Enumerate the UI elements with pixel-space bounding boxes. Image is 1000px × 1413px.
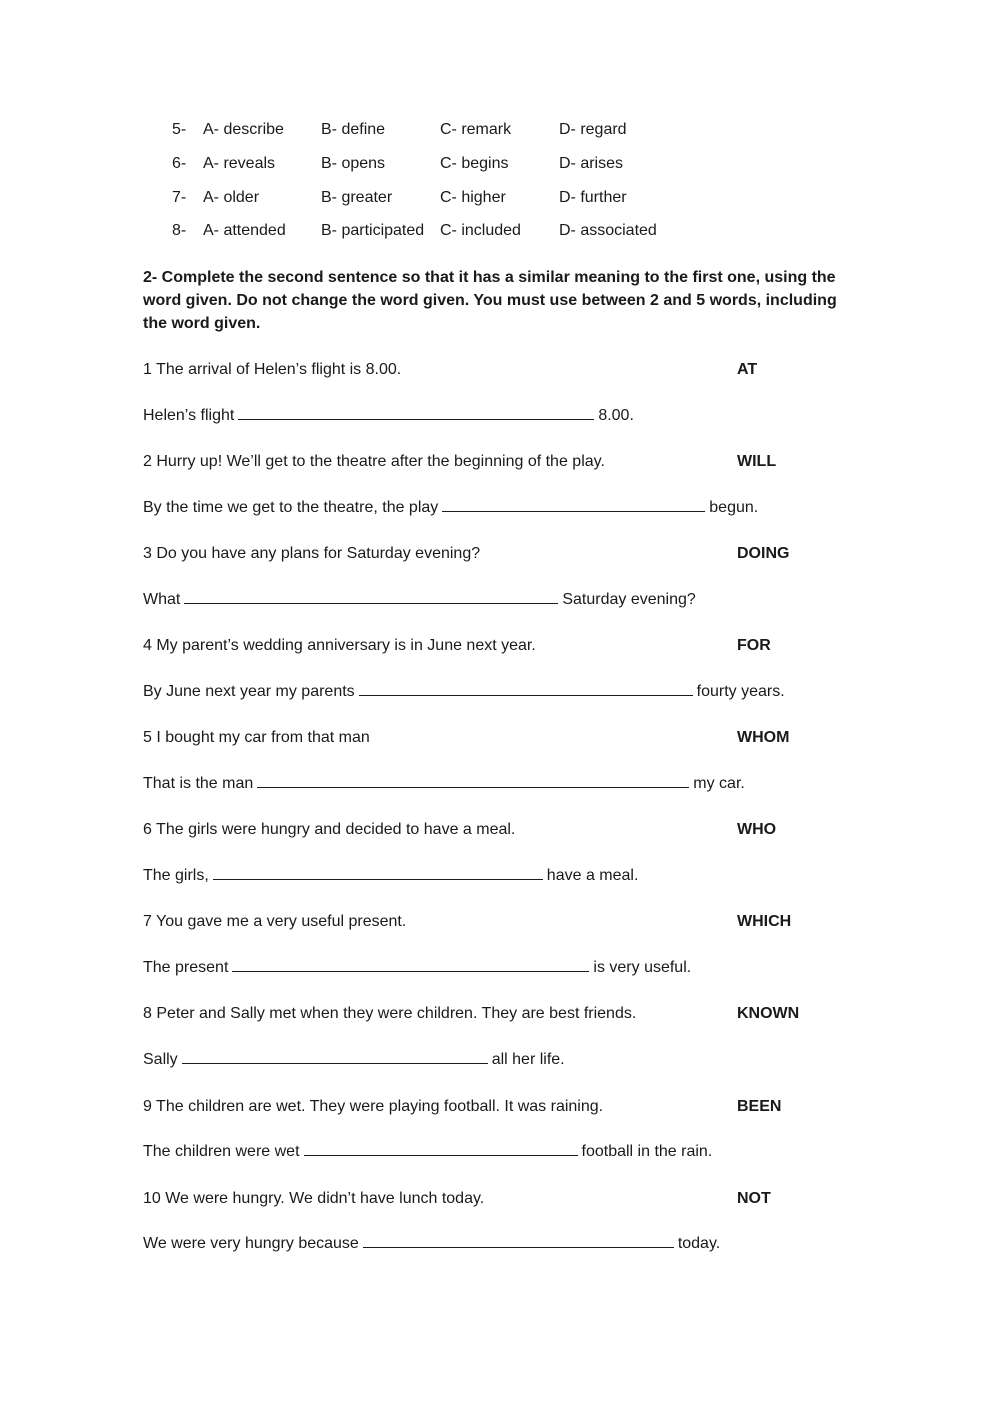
item-keyword: FOR [737, 637, 771, 654]
answer-suffix: all her life. [491, 1051, 565, 1068]
item-prompt: 10 We were hungry. We didn’t have lunch today. [143, 1190, 485, 1207]
option-c: C- remark [440, 121, 512, 138]
answer-prefix: By the time we get to the theatre, the play [143, 499, 439, 516]
answer-suffix: begun. [709, 499, 759, 516]
choice-number: 8- [172, 222, 187, 239]
answer-line [143, 1141, 712, 1163]
option-a: A- older [203, 189, 260, 206]
option-c: C- higher [440, 189, 506, 206]
option-b: B- opens [321, 155, 386, 172]
item-prompt: 2 Hurry up! We’ll get to the theatre after the beginning of the play. [143, 453, 605, 470]
item-prompt: 8 Peter and Sally met when they were children. They are best friends. [143, 1005, 637, 1022]
answer-suffix: today. [677, 1235, 721, 1252]
answer-line [143, 589, 696, 611]
choice-number: 6- [172, 155, 187, 172]
answer-prefix: We were very hungry because [143, 1235, 359, 1252]
option-b: B- define [321, 121, 386, 138]
item-keyword: NOT [737, 1190, 771, 1207]
option-a: A- describe [203, 121, 284, 138]
answer-suffix: Saturday evening? [562, 591, 696, 608]
option-d: D- arises [559, 155, 624, 172]
item-prompt: 7 You gave me a very useful present. [143, 913, 407, 930]
answer-line [143, 1233, 720, 1255]
option-b: B- greater [321, 189, 393, 206]
answer-prefix: The children were wet [143, 1143, 300, 1160]
choice-number: 5- [172, 121, 187, 138]
answer-blank[interactable] [182, 1049, 488, 1064]
answer-suffix: is very useful. [593, 959, 692, 976]
item-keyword: WILL [737, 453, 777, 470]
answer-blank[interactable] [363, 1233, 674, 1248]
item-keyword: WHO [737, 821, 777, 838]
answer-suffix: my car. [693, 775, 745, 792]
item-prompt: 3 Do you have any plans for Saturday evening? [143, 545, 481, 562]
option-d: D- associated [559, 222, 657, 239]
item-prompt: 4 My parent’s wedding anniversary is in June next year. [143, 637, 536, 654]
answer-suffix: fourty years. [696, 683, 785, 700]
answer-prefix: Sally [143, 1051, 178, 1068]
option-d: D- further [559, 189, 627, 206]
answer-blank[interactable] [238, 405, 594, 420]
answer-suffix: 8.00. [598, 407, 634, 424]
answer-suffix: football in the rain. [581, 1143, 713, 1160]
answer-line [143, 497, 758, 519]
answer-blank[interactable] [184, 589, 558, 604]
item-keyword: DOING [737, 545, 790, 562]
answer-line [143, 773, 745, 795]
answer-line [143, 865, 638, 887]
answer-prefix: The present [143, 959, 229, 976]
option-d: D- regard [559, 121, 627, 138]
item-keyword: AT [737, 361, 758, 378]
answer-blank[interactable] [257, 773, 689, 788]
option-a: A- reveals [203, 155, 276, 172]
item-prompt: 1 The arrival of Helen’s flight is 8.00. [143, 361, 402, 378]
answer-line [143, 405, 634, 427]
choice-number: 7- [172, 189, 187, 206]
answer-prefix: Helen’s flight [143, 407, 235, 424]
answer-suffix: have a meal. [546, 867, 639, 884]
answer-prefix: What [143, 591, 181, 608]
answer-prefix: The girls, [143, 867, 209, 884]
answer-blank[interactable] [232, 957, 589, 972]
item-prompt: 9 The children are wet. They were playing football. It was raining. [143, 1098, 604, 1115]
section-instruction: 2- Complete the second sentence so that it has a similar meaning to the first one, using the word given. Do not change the word given. You must use between 2 and 5 words, including the word given. [143, 269, 837, 332]
option-c: C- included [440, 222, 521, 239]
answer-blank[interactable] [442, 497, 705, 512]
answer-prefix: That is the man [143, 775, 254, 792]
answer-line [143, 681, 785, 703]
item-keyword: WHOM [737, 729, 790, 746]
item-keyword: KNOWN [737, 1005, 800, 1022]
option-c: C- begins [440, 155, 509, 172]
answer-line [143, 1049, 565, 1071]
answer-line [143, 957, 691, 979]
answer-blank[interactable] [304, 1141, 578, 1156]
item-prompt: 5 I bought my car from that man [143, 729, 370, 746]
answer-prefix: By June next year my parents [143, 683, 355, 700]
answer-blank[interactable] [359, 681, 693, 696]
answer-blank[interactable] [213, 865, 543, 880]
option-b: B- participated [321, 222, 425, 239]
item-prompt: 6 The girls were hungry and decided to have a meal. [143, 821, 516, 838]
option-a: A- attended [203, 222, 286, 239]
item-keyword: WHICH [737, 913, 792, 930]
item-keyword: BEEN [737, 1098, 782, 1115]
